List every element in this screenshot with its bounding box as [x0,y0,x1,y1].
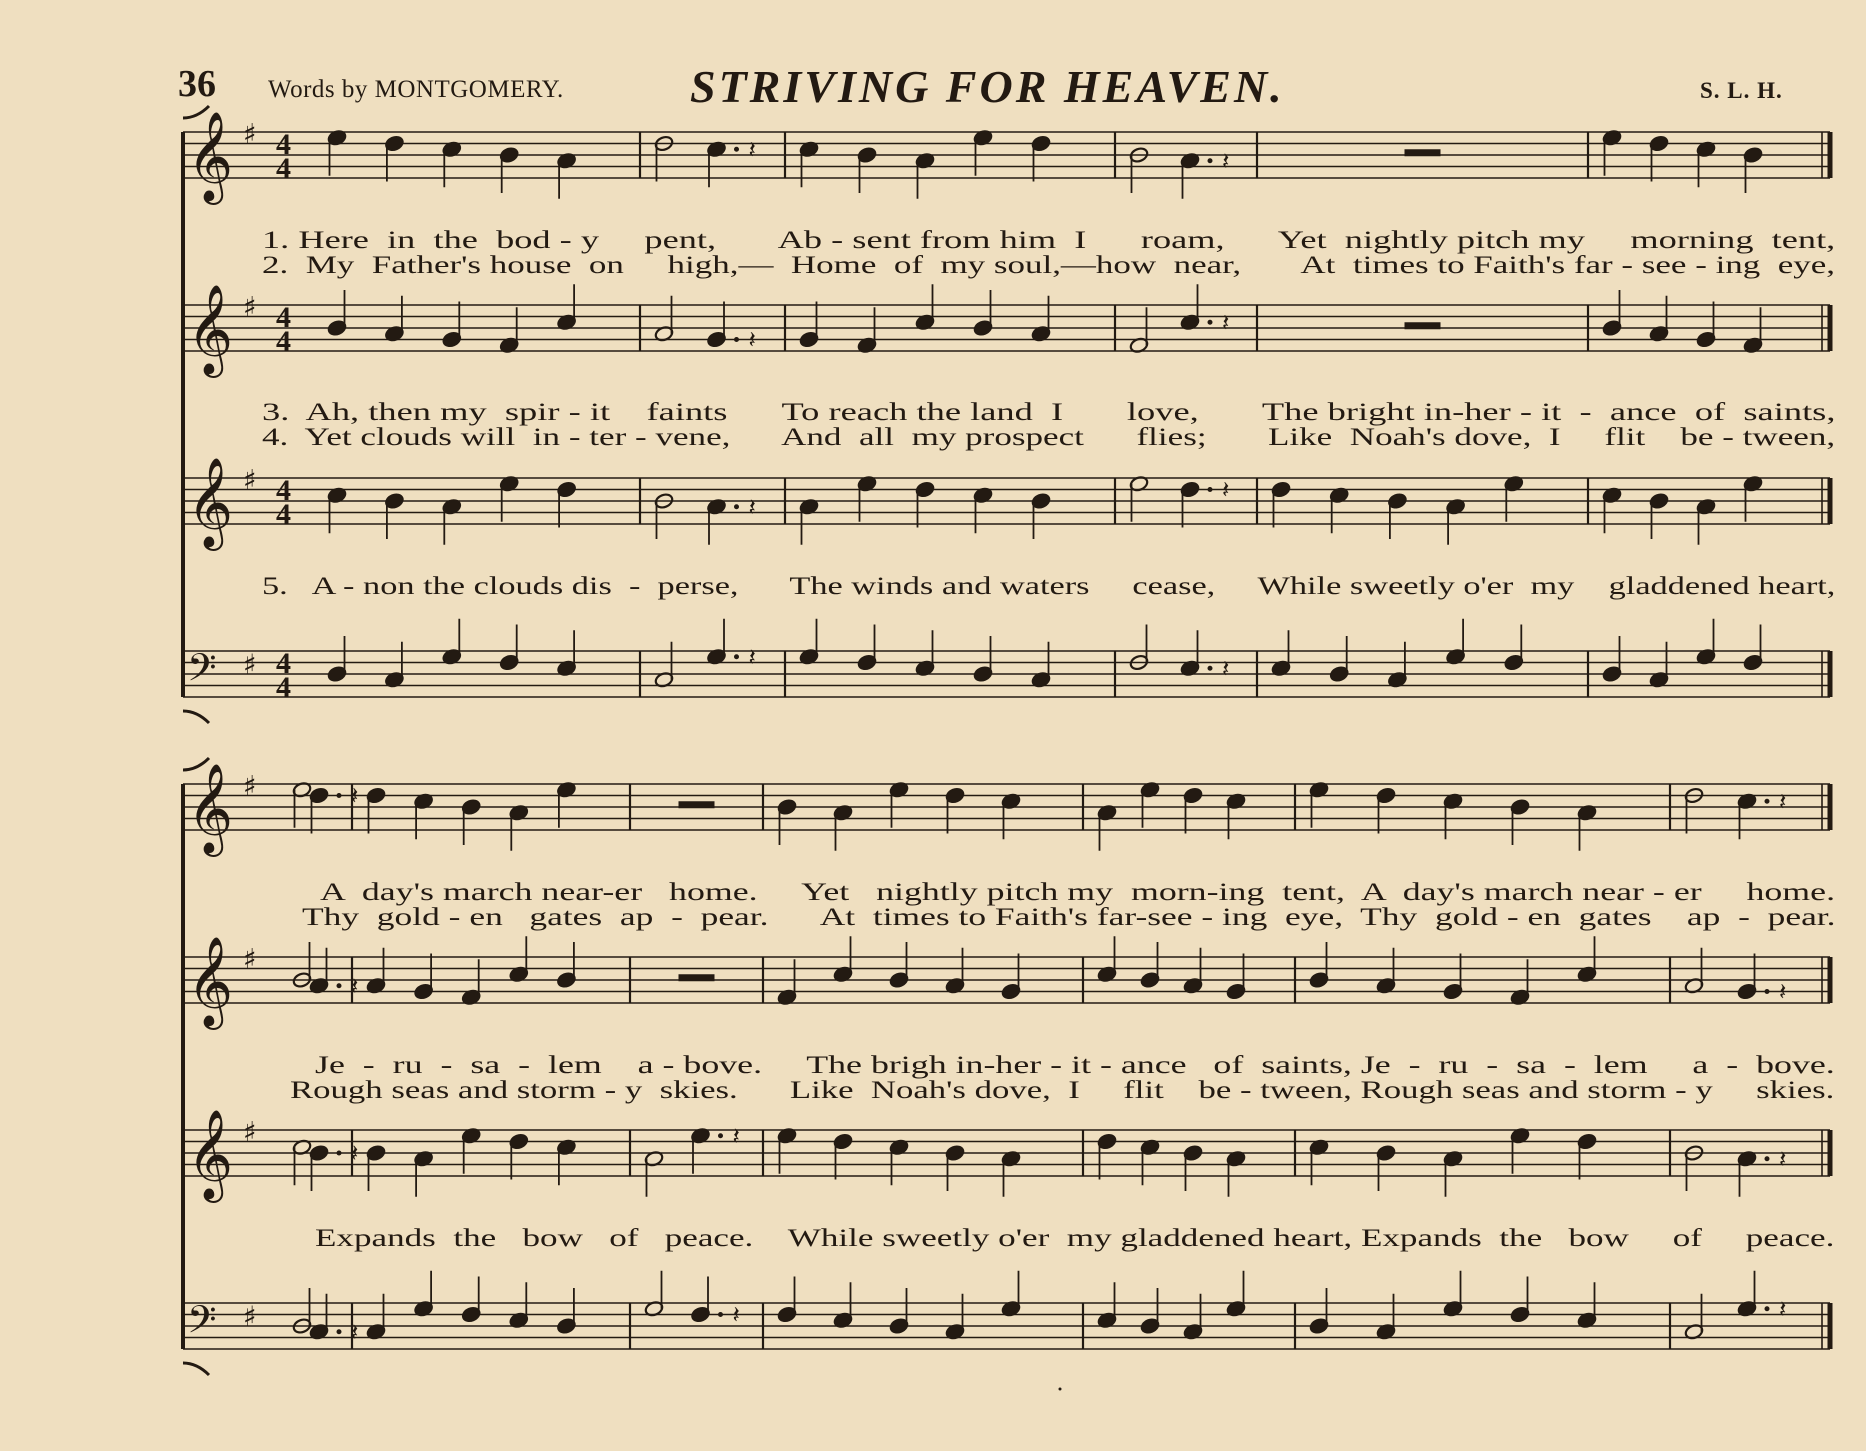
quarter-rest: 𝄽 [1779,1144,1787,1173]
augmentation-dot [734,147,739,152]
hymn-title: STRIVING FOR HEAVEN. [690,61,1285,112]
key-signature-sharp: ♯ [243,942,257,976]
lyric-line-verse-3: 3. Ah, then my spir - it faints To reach the land I love, The bright in-her - it - ance of saints, [262,397,1836,426]
augmentation-dot [734,654,739,659]
lyric-line-verse-2: 2. My Father's house on high,— Home of my soul,—how near, At times to Faith's far - see - ing eye, [262,250,1836,279]
quarter-rest: 𝄽 [732,1121,740,1150]
quarter-rest: 𝄽 [748,492,756,521]
augmentation-dot [734,337,739,342]
quarter-rest: 𝄽 [1222,475,1230,504]
quarter-rest: 𝄽 [351,781,359,810]
treble-clef: 𝄞 [187,936,234,1027]
augmentation-dot [337,793,342,798]
quarter-rest: 𝄽 [748,642,756,671]
lyric-line-refrain-4: Rough seas and storm - y skies. Like Noah's dove, I flit be - tween, Rough seas and storm - y skies. [290,1075,1835,1104]
system-bracket-hook [183,1363,209,1375]
treble-clef: 𝄞 [187,457,234,548]
key-signature-sharp: ♯ [243,648,257,681]
key-signature-sharp: ♯ [243,769,257,803]
lyric-line-verse-4: 4. Yet clouds will in - ter - vene, And all my prospect flies; Like Noah's dove, I flit be - tween, [262,422,1836,451]
lyric-line-refrain-1: A day's march near-er home. Yet nightly pitch my morn-ing tent, A day's march near - er home. [320,877,1836,906]
quarter-rest: 𝄽 [1222,308,1230,337]
quarter-rest: 𝄽 [1222,654,1230,683]
augmentation-dot [1208,158,1213,163]
time-signature-top: 4 [276,301,291,334]
quarter-rest: 𝄽 [351,1317,359,1346]
quarter-rest: 𝄽 [1779,787,1787,816]
augmentation-dot [1208,320,1213,325]
augmentation-dot [337,1329,342,1334]
quarter-rest: 𝄽 [748,325,756,354]
lyric-line-refrain-2: Thy gold - en gates ap - pear. At times to Faith's far-see - ing eye, Thy gold - en gates ap - pear. [302,902,1836,931]
augmentation-dot [718,1312,723,1317]
augmentation-dot [337,983,342,988]
augmentation-dot [1765,1306,1770,1311]
page-speck [1059,1388,1062,1391]
time-signature-bottom: 4 [276,152,291,185]
augmentation-dot [1765,989,1770,994]
quarter-rest: 𝄽 [351,971,359,1000]
composer-credit: S. L. H. [1700,78,1783,103]
quarter-rest: 𝄽 [748,135,756,164]
augmentation-dot [1208,666,1213,671]
lyric-line-verse-5: 5. A - non the clouds dis - perse, The winds and waters cease, While sweetly o'er my gladdened heart, [262,571,1836,600]
treble-clef: 𝄞 [187,1109,234,1200]
bass-clef: 𝄢 [187,644,217,699]
key-signature-sharp: ♯ [243,290,257,324]
key-signature-sharp: ♯ [243,117,257,151]
time-signature-top: 4 [276,647,291,680]
augmentation-dot [718,1133,723,1138]
page-number: 36 [178,63,216,105]
bass-clef: 𝄢 [187,1296,217,1351]
whole-rest [679,801,715,808]
augmentation-dot [1765,1156,1770,1161]
key-signature-sharp: ♯ [243,463,257,497]
quarter-rest: 𝄽 [732,1300,740,1329]
lyricist-credit: Words by MONTGOMERY. [268,76,564,103]
quarter-rest: 𝄽 [1222,146,1230,175]
time-signature-bottom: 4 [276,325,291,358]
key-signature-sharp: ♯ [243,1300,257,1333]
lyric-line-refrain-3: Je - ru - sa - lem a - bove. The brigh in-her - it - ance of saints, Je - ru - sa - lem a - bove. [315,1050,1835,1079]
treble-clef: 𝄞 [187,284,234,375]
whole-rest [1405,149,1441,156]
quarter-rest: 𝄽 [1779,1294,1787,1323]
key-signature-sharp: ♯ [243,1115,257,1149]
augmentation-dot [337,1151,342,1156]
augmentation-dot [1765,799,1770,804]
lyric-line-refrain-5: Expands the bow of peace. While sweetly o'er my gladdened heart, Expands the bow of peace. [315,1223,1835,1252]
lyric-line-verse-1: 1. Here in the bod - y pent, Ab - sent from him I roam, Yet nightly pitch my morning tent, [262,225,1836,254]
whole-rest [1405,322,1441,329]
treble-clef: 𝄞 [187,111,234,202]
time-signature-top: 4 [276,474,291,507]
quarter-rest: 𝄽 [351,1139,359,1167]
treble-clef: 𝄞 [187,763,234,854]
whole-rest [679,974,715,981]
augmentation-dot [734,504,739,509]
system-bracket-hook [183,711,209,723]
quarter-rest: 𝄽 [1779,977,1787,1006]
time-signature-bottom: 4 [276,498,291,531]
augmentation-dot [1208,487,1213,492]
time-signature-bottom: 4 [276,671,291,704]
time-signature-top: 4 [276,128,291,161]
